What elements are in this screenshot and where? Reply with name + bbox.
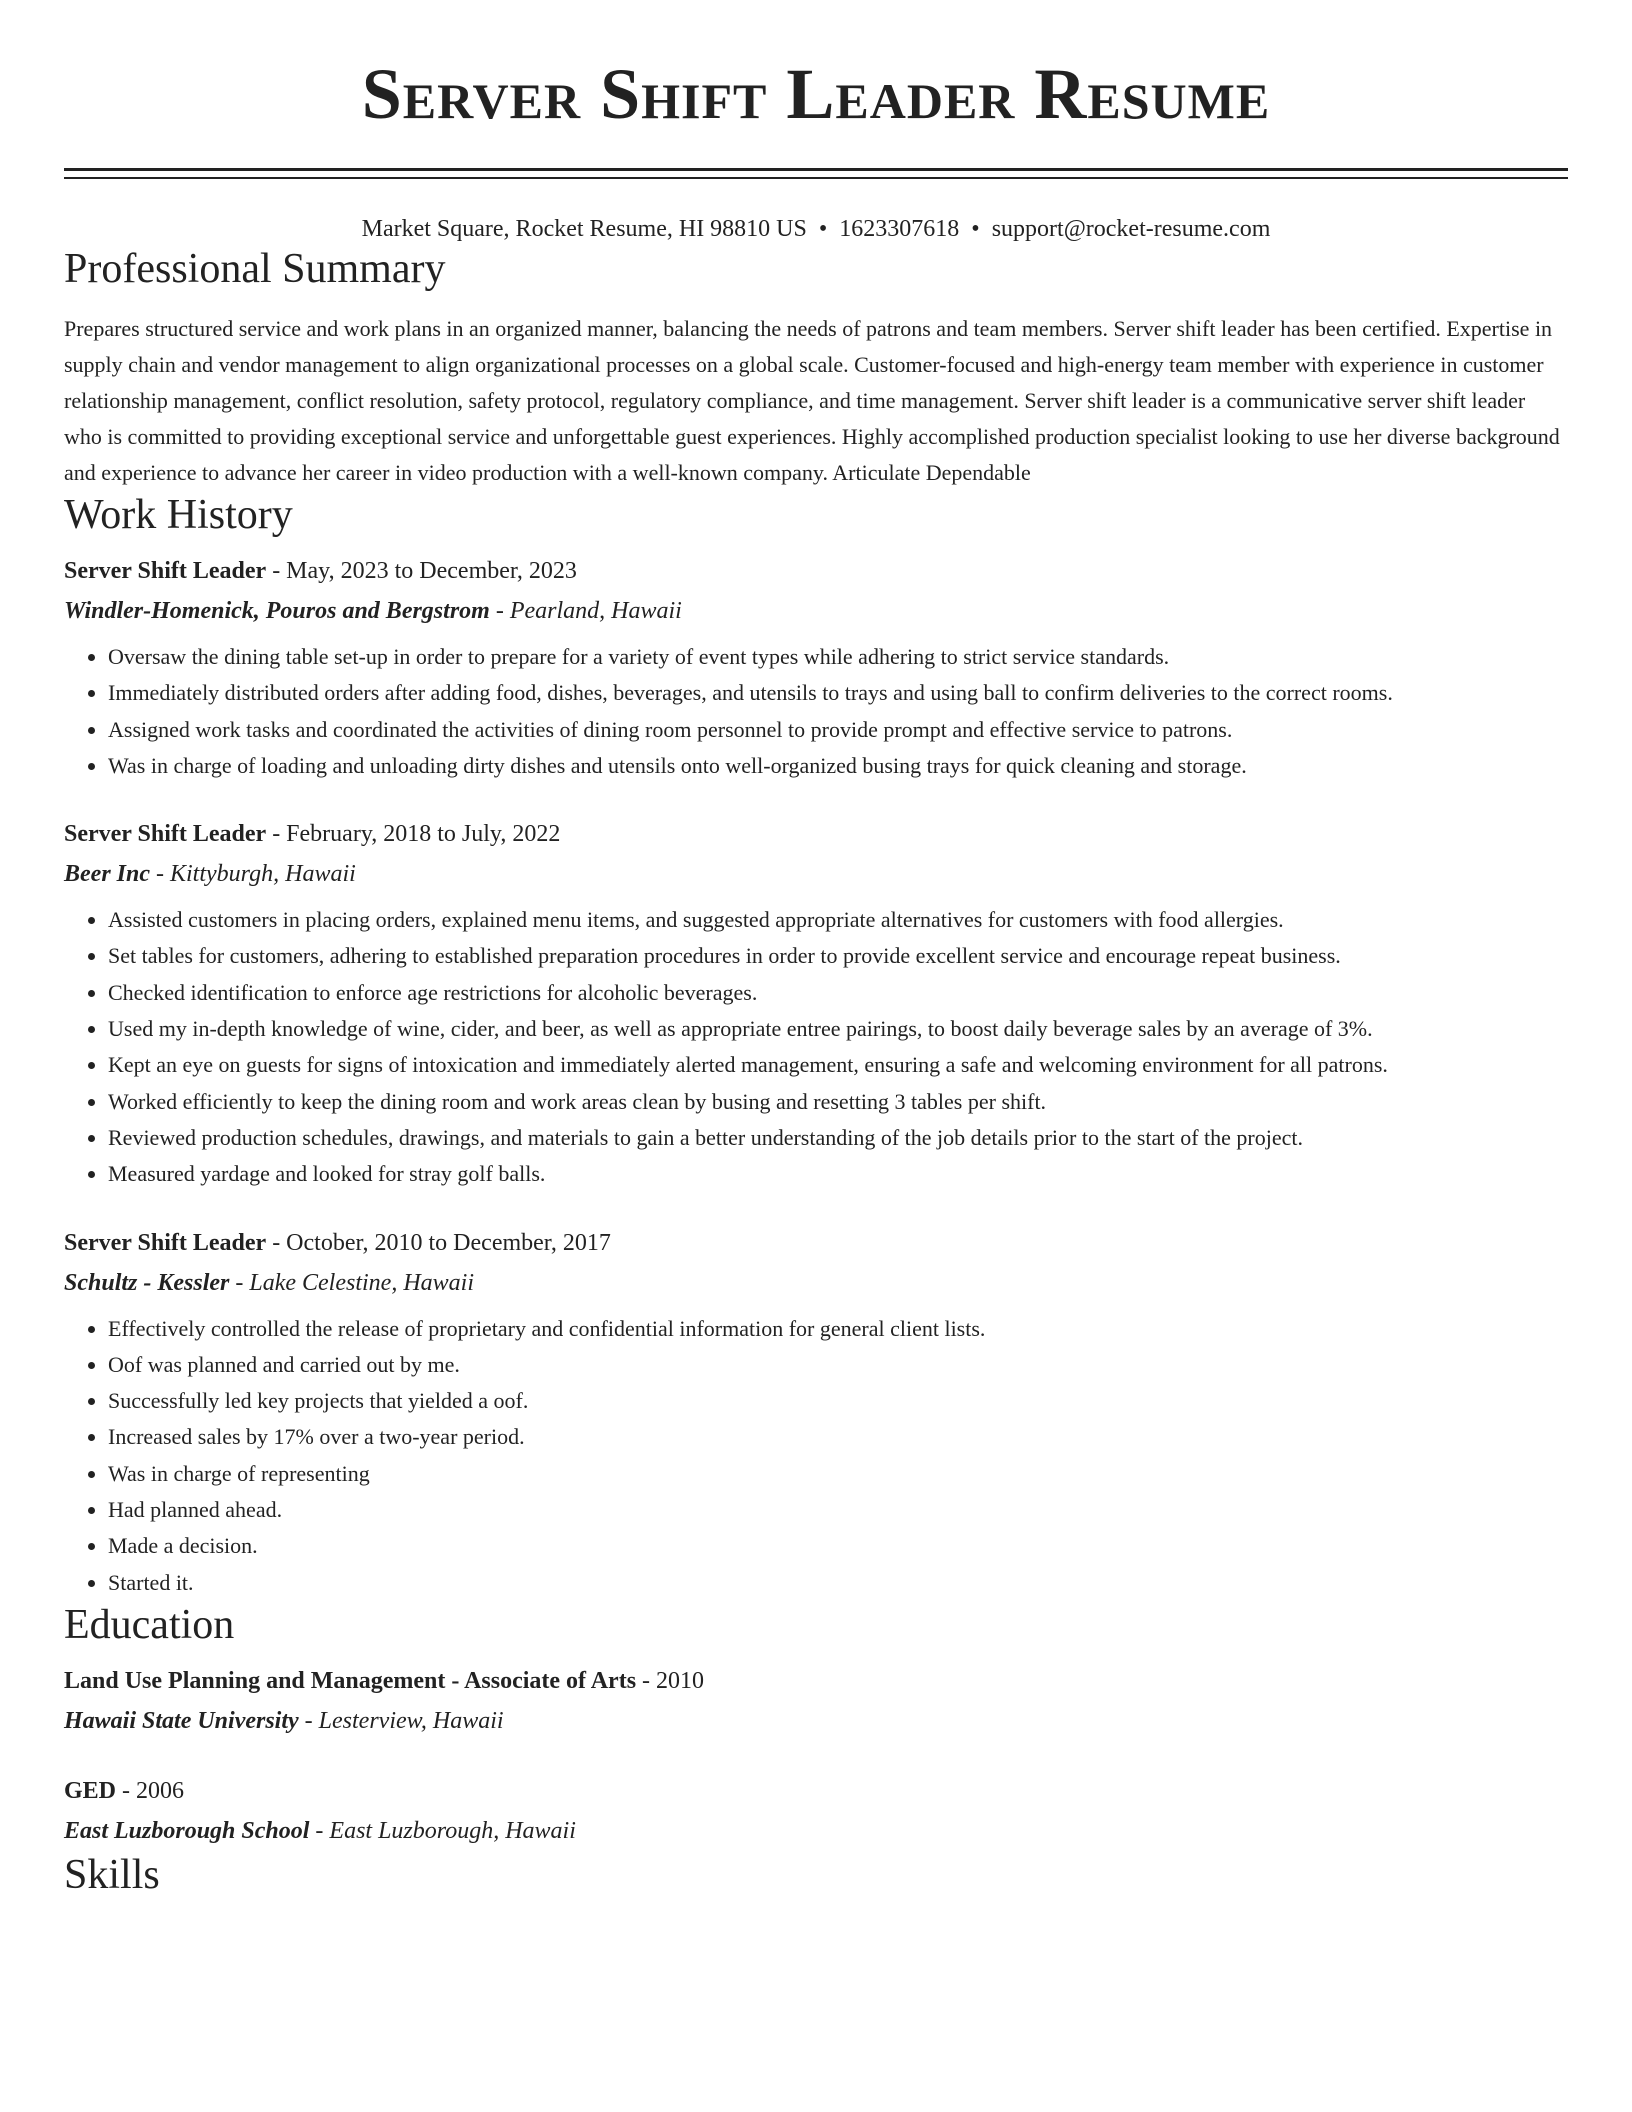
degree-name: GED (64, 1777, 117, 1804)
job-title-line (64, 1223, 1568, 1263)
employer-name: Beer Inc (64, 861, 150, 888)
title-divider-thick (64, 168, 1568, 171)
job-title: Server Shift Leader (64, 1229, 267, 1256)
job-title: Server Shift Leader (64, 558, 267, 584)
job-dates: - October, 2010 to December, 2017 (266, 1229, 611, 1256)
employer-line (64, 1263, 1568, 1303)
degree-name: Land Use Planning and Management - Associate of Arts (64, 1667, 637, 1694)
contact-email: support@rocket-resume.com (991, 216, 1271, 242)
work-history-heading: Work History (64, 492, 293, 538)
job-entry (64, 551, 1568, 784)
job-title-line (64, 551, 1568, 591)
employer-line (64, 591, 1568, 631)
job-bullet: • Started it. (108, 1565, 1568, 1601)
job-bullets (64, 639, 1568, 784)
job-bullet: • Worked efficiently to keep the dining room and work areas clean by busing and resetting 3 tables per shift. (108, 1084, 1568, 1120)
contact-separator: • (818, 216, 828, 242)
school-location: - East Luzborough, Hawaii (309, 1817, 576, 1844)
spacer (64, 1193, 1568, 1223)
education-entry (64, 1661, 1568, 1741)
job-bullets (64, 1311, 1568, 1601)
job-bullet: • Made a decision. (108, 1528, 1568, 1564)
summary-text: Prepares structured service and work plans in an organized manner, balancing the needs of patrons and team members. Server shift leader has been certified. Expertise in supply chain and vendor management to align organizational processes on a global scale. Customer-focused and high-energy team member with experience in customer relationship management, conflict resolution, safety protocol, regulatory compliance, and time management. Server shift leader is a communicative server shift leader who is committed to providing exceptional service and unforgettable guest experiences. Highly accomplished production specialist looking to use her diverse background and experience to advance her career in video production with a well-known company. Articulate Dependable (64, 316, 1560, 485)
spacer (64, 1741, 1568, 1771)
job-entry (64, 814, 1568, 1192)
job-bullets (64, 902, 1568, 1192)
education-entry (64, 1771, 1568, 1851)
job-bullet: • Set tables for customers, adhering to established preparation procedures in order to provide excellent service and encourage repeat business. (108, 938, 1568, 974)
summary-heading: Professional Summary (64, 246, 446, 292)
job-bullet: • Oversaw the dining table set-up in order to prepare for a variety of event types while adhering to strict service standards. (108, 639, 1568, 675)
degree-line (64, 1661, 1568, 1701)
resume-title: Server Shift Leader Resume (361, 54, 1271, 134)
school-location: - Lesterview, Hawaii (298, 1707, 504, 1734)
job-title: Server Shift Leader (64, 821, 267, 848)
job-bullet: • Immediately distributed orders after adding food, dishes, beverages, and utensils to trays and using ball to confirm deliveries to the correct rooms. (108, 675, 1568, 711)
job-bullet: • Oof was planned and carried out by me. (108, 1347, 1568, 1383)
job-dates: - February, 2018 to July, 2022 (266, 821, 561, 848)
school-line (64, 1701, 1568, 1741)
employer-location: - Lake Celestine, Hawaii (229, 1269, 475, 1296)
job-bullet: • Effectively controlled the release of proprietary and confidential information for general client lists. (108, 1311, 1568, 1347)
job-bullet: • Was in charge of representing (108, 1456, 1568, 1492)
employer-name: Schultz - Kessler (64, 1269, 230, 1296)
job-bullet: • Assisted customers in placing orders, explained menu items, and suggested appropriate alternatives for customers with food allergies. (108, 902, 1568, 938)
job-bullet: • Was in charge of loading and unloading dirty dishes and utensils onto well-organized busing trays for quick cleaning and storage. (108, 748, 1568, 784)
job-bullet: • Increased sales by 17% over a two-year period. (108, 1419, 1568, 1455)
skills-heading: Skills (64, 1851, 160, 1898)
employer-location: - Pearland, Hawaii (489, 598, 682, 624)
job-bullet: • Assigned work tasks and coordinated the activities of dining room personnel to provide prompt and effective service to patrons. (108, 712, 1568, 748)
job-dates: - May, 2023 to December, 2023 (266, 558, 577, 584)
school-line (64, 1811, 1568, 1851)
employer-line (64, 854, 1568, 894)
contact-phone: 1623307618 (839, 216, 960, 242)
title-divider-thin (64, 177, 1568, 179)
school-name: Hawaii State University (64, 1707, 299, 1734)
job-bullet: • Reviewed production schedules, drawings, and materials to gain a better understanding of the job details prior to the start of the project. (108, 1120, 1568, 1156)
job-bullet: • Checked identification to enforce age restrictions for alcoholic beverages. (108, 975, 1568, 1011)
contact-line (64, 213, 1568, 245)
job-bullet: • Measured yardage and looked for stray golf balls. (108, 1156, 1568, 1192)
job-bullet: • Used my in-depth knowledge of wine, cider, and beer, as well as appropriate entree pairings, to boost daily beverage sales by an average of 3%. (108, 1011, 1568, 1047)
employer-name: Windler-Homenick, Pouros and Bergstrom (64, 598, 490, 624)
contact-separator: • (971, 216, 980, 242)
job-entry (64, 1223, 1568, 1601)
employer-location: - Kittyburgh, Hawaii (150, 861, 356, 888)
job-title-line (64, 814, 1568, 854)
degree-year: - 2010 (636, 1667, 705, 1694)
spacer (64, 784, 1568, 814)
job-bullet: • Had planned ahead. (108, 1492, 1568, 1528)
job-bullet: • Kept an eye on guests for signs of intoxication and immediately alerted management, ensuring a safe and welcoming environment for all patrons. (108, 1047, 1568, 1083)
degree-year: - 2006 (116, 1777, 185, 1804)
education-heading: Education (64, 1601, 235, 1648)
job-bullet: • Successfully led key projects that yielded a oof. (108, 1383, 1568, 1419)
degree-line (64, 1771, 1568, 1811)
contact-address: Market Square, Rocket Resume, HI 98810 US (361, 216, 807, 242)
school-name: East Luzborough School (64, 1817, 310, 1844)
